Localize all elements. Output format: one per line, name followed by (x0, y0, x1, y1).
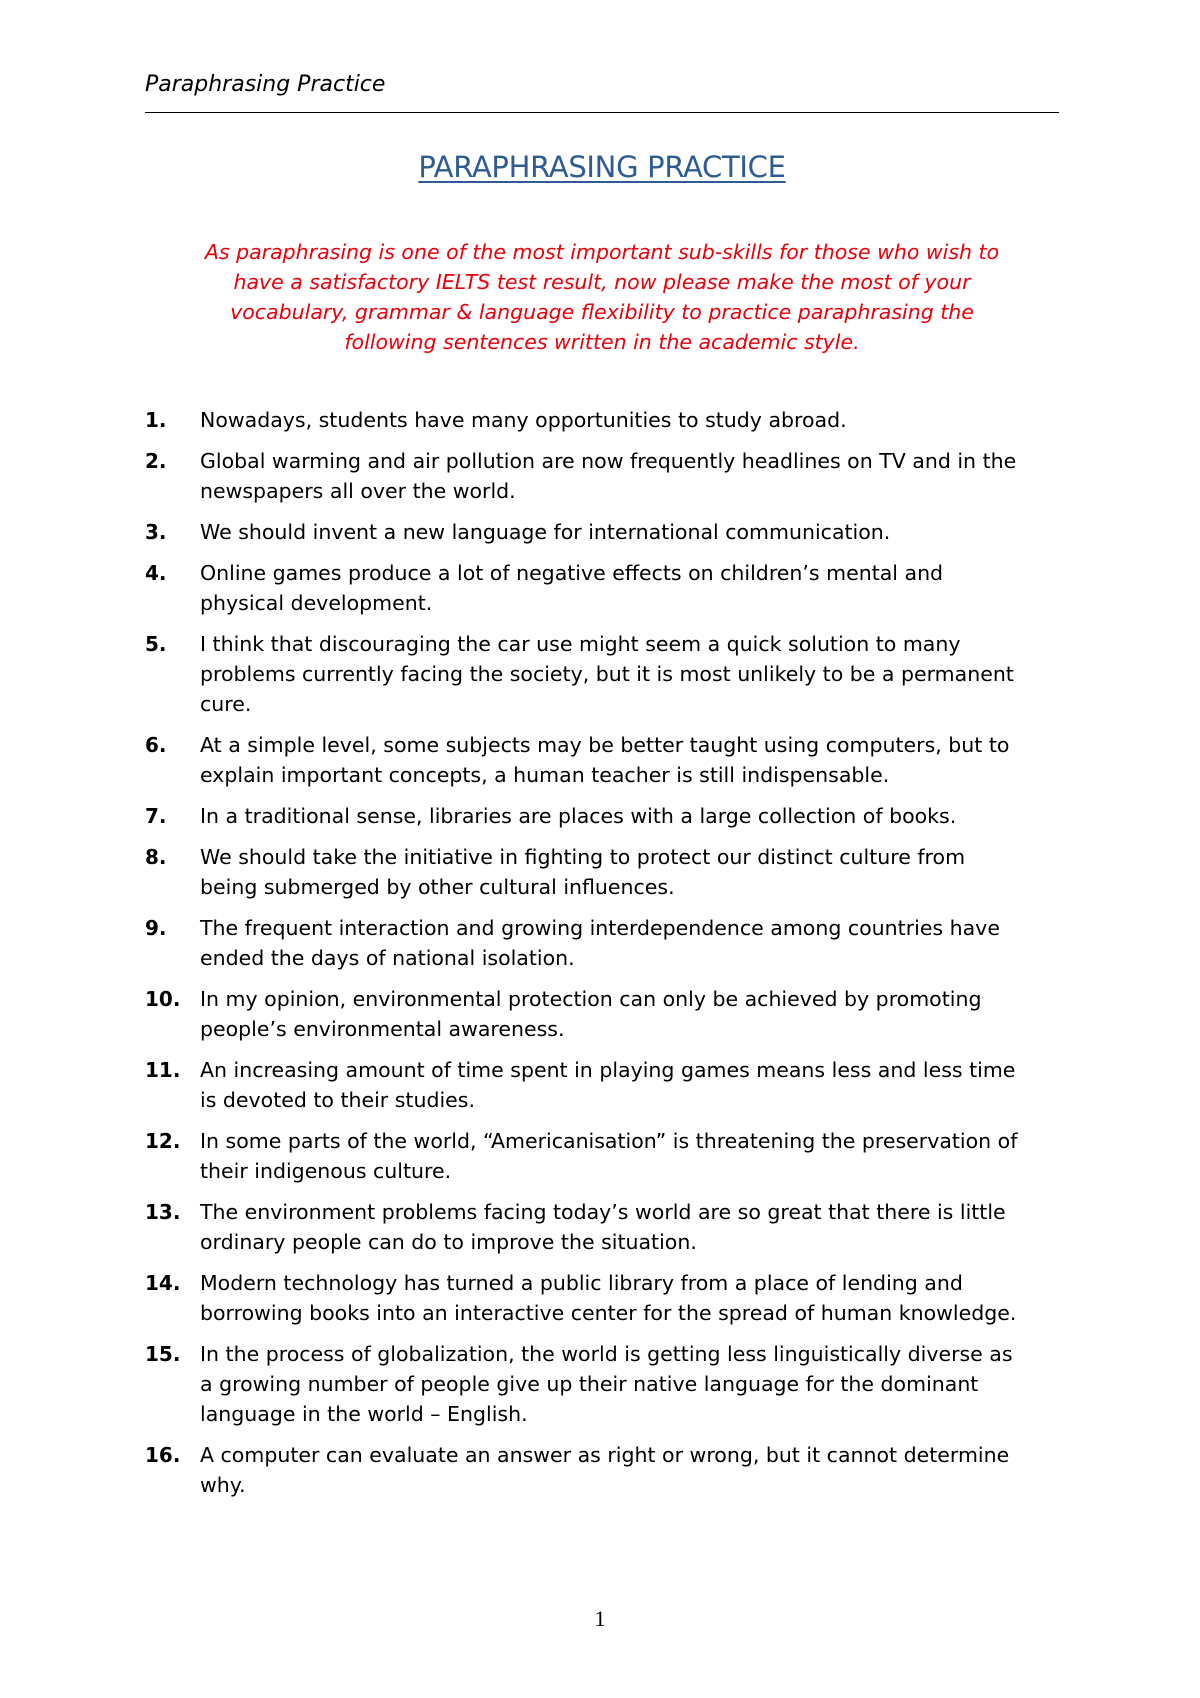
sentence-text (200, 1339, 1065, 1429)
sentence-line: problems currently facing the society, but it is most unlikely to be a permanent (200, 662, 1014, 686)
intro-line: have a satisfactory IELTS test result, now please make the most of your (233, 270, 971, 294)
sentence-item (145, 1440, 1065, 1500)
intro-line: following sentences written in the academic style. (344, 330, 860, 354)
sentence-number: 3. (145, 520, 167, 544)
sentence-text (200, 913, 1065, 973)
sentence-text (200, 1126, 1065, 1186)
sentence-number: 16. (145, 1443, 181, 1467)
sentence-line: Nowadays, students have many opportunities to study abroad. (200, 408, 847, 432)
intro-line: vocabulary, grammar & language flexibility to practice paraphrasing the (230, 300, 974, 324)
sentence-line: being submerged by other cultural influences. (200, 875, 675, 899)
sentence-text (200, 1268, 1065, 1328)
sentence-number: 13. (145, 1200, 181, 1224)
sentence-item (145, 558, 1065, 618)
sentence-item (145, 984, 1065, 1044)
running-header: Paraphrasing Practice (145, 72, 386, 97)
sentence-line: newspapers all over the world. (200, 479, 516, 503)
sentence-number: 8. (145, 845, 167, 869)
sentence-line: people’s environmental awareness. (200, 1017, 565, 1041)
sentence-item (145, 1055, 1065, 1115)
sentence-number: 12. (145, 1129, 181, 1153)
sentence-number: 10. (145, 987, 181, 1011)
sentence-number: 15. (145, 1342, 181, 1366)
sentence-item (145, 629, 1065, 719)
sentence-line: We should invent a new language for international communication. (200, 520, 891, 544)
intro-line: As paraphrasing is one of the most important sub-skills for those who wish to (204, 240, 1000, 264)
sentence-item (145, 446, 1065, 506)
sentence-item (145, 1339, 1065, 1429)
sentence-text (200, 558, 1065, 618)
sentence-number: 9. (145, 916, 167, 940)
sentence-line: language in the world – English. (200, 1402, 528, 1426)
sentence-line: In a traditional sense, libraries are places with a large collection of books. (200, 804, 957, 828)
sentence-line: Modern technology has turned a public library from a place of lending and (200, 1271, 963, 1295)
sentence-item (145, 842, 1065, 902)
sentence-line: At a simple level, some subjects may be better taught using computers, but to (200, 733, 1010, 757)
sentence-number: 1. (145, 408, 167, 432)
sentence-text (200, 801, 1065, 831)
sentence-text (200, 446, 1065, 506)
sentence-text (200, 730, 1065, 790)
sentence-line: In my opinion, environmental protection can only be achieved by promoting (200, 987, 982, 1011)
sentence-line: Global warming and air pollution are now frequently headlines on TV and in the (200, 449, 1017, 473)
sentence-text (200, 842, 1065, 902)
page-title: PARAPHRASING PRACTICE (418, 150, 786, 184)
sentence-number: 5. (145, 632, 167, 656)
sentence-line: ordinary people can do to improve the situation. (200, 1230, 697, 1254)
sentence-item (145, 1197, 1065, 1257)
sentence-item (145, 1126, 1065, 1186)
sentence-line: The environment problems facing today’s world are so great that there is little (200, 1200, 1006, 1224)
sentence-line: explain important concepts, a human teacher is still indispensable. (200, 763, 890, 787)
sentence-line: A computer can evaluate an answer as right or wrong, but it cannot determine (200, 1443, 1010, 1467)
sentence-number: 11. (145, 1058, 181, 1082)
sentence-line: is devoted to their studies. (200, 1088, 475, 1112)
sentence-text (200, 629, 1065, 719)
sentence-line: We should take the initiative in fighting to protect our distinct culture from (200, 845, 966, 869)
sentence-line: An increasing amount of time spent in playing games means less and less time (200, 1058, 1016, 1082)
sentence-number: 7. (145, 804, 167, 828)
intro-paragraph (145, 237, 1059, 357)
sentence-text (200, 1197, 1065, 1257)
sentence-item (145, 913, 1065, 973)
sentence-number: 2. (145, 449, 167, 473)
sentence-number: 4. (145, 561, 167, 585)
sentence-text (200, 1440, 1065, 1500)
sentence-text (200, 517, 1065, 547)
sentence-line: In the process of globalization, the world is getting less linguistically diverse as (200, 1342, 1013, 1366)
header-rule (145, 112, 1059, 113)
sentence-line: their indigenous culture. (200, 1159, 452, 1183)
sentence-line: I think that discouraging the car use might seem a quick solution to many (200, 632, 961, 656)
sentence-item (145, 517, 1065, 547)
sentence-line: ended the days of national isolation. (200, 946, 575, 970)
sentence-number: 6. (145, 733, 167, 757)
sentence-item (145, 405, 1065, 435)
sentence-line: In some parts of the world, “Americanisation” is threatening the preservation of (200, 1129, 1018, 1153)
sentence-line: The frequent interaction and growing interdependence among countries have (200, 916, 1000, 940)
sentence-list (145, 405, 1065, 1511)
sentence-number: 14. (145, 1271, 181, 1295)
sentence-text (200, 405, 1065, 435)
page-number: 1 (594, 1606, 606, 1631)
sentence-line: borrowing books into an interactive center for the spread of human knowledge. (200, 1301, 1017, 1325)
sentence-line: a growing number of people give up their native language for the dominant (200, 1372, 979, 1396)
sentence-item (145, 730, 1065, 790)
sentence-item (145, 801, 1065, 831)
sentence-line: cure. (200, 692, 252, 716)
sentence-line: Online games produce a lot of negative effects on children’s mental and (200, 561, 944, 585)
sentence-item (145, 1268, 1065, 1328)
sentence-line: why. (200, 1473, 246, 1497)
sentence-text (200, 1055, 1065, 1115)
sentence-line: physical development. (200, 591, 433, 615)
sentence-text (200, 984, 1065, 1044)
